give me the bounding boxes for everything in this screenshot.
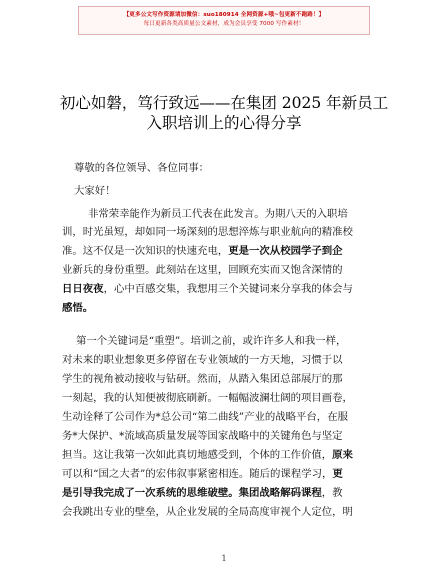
- greeting: 尊敬的各位领导、各位同事：: [74, 162, 210, 174]
- emphasis-text: 感悟。: [62, 302, 94, 314]
- banner-line-1: 【更多公文写作资源请加微信：suo180914 全网资源+哦~包更新不跑路！】: [123, 12, 325, 18]
- paragraph-line: 会我跳出专业的壁垒，从企业发展的全局高度审视个人定位，明: [62, 506, 353, 518]
- paragraph-line: 学生的视角被动接收与钻研。然而，从踏入集团总部展厅的那: [62, 373, 343, 385]
- paragraph-line: 是引导我完成了一次系统的思维破壁。集团战略解码课程，教: [62, 487, 343, 499]
- emphasis-text: 集团战略解码课程: [238, 487, 322, 499]
- document-title-line-2: 入职培训上的心得分享: [146, 114, 302, 132]
- emphasis-text: 日日夜夜: [62, 283, 104, 295]
- paragraph-line: 第一个关键词是“重塑”。培训之前，或许许多人和我一样，: [76, 335, 347, 347]
- paragraph-line: 担当。这让我第一次如此真切地感受到，个体的工作价值，原来: [62, 449, 353, 461]
- paragraph-line: 一刻起，我的认知便被彻底刷新。一幅幅波澜壮阔的项目画卷，: [62, 392, 353, 404]
- paragraph-line: 准。这不仅是一次知识的快速充电，更是一次从校园学子到企: [62, 245, 343, 257]
- page-number: 1: [221, 554, 227, 563]
- document-title-line-1: 初心如磐，笃行致远——在集团 2025 年新员工: [59, 94, 389, 112]
- emphasis-text: 更: [332, 468, 343, 480]
- paragraph-line: [62, 300, 407, 316]
- paragraph-line: 业新兵的身份重塑。此刻站在这里，回顾充实而又饱含深情的: [62, 264, 343, 276]
- emphasis-text: 原来: [332, 449, 353, 461]
- promo-banner: [78, 6, 370, 35]
- paragraph-line: 非常荣幸能作为新员工代表在此发言。为期八天的入职培: [88, 208, 348, 220]
- paragraph-line: 可以和“国之大者”的宏伟叙事紧密相连。随后的课程学习，更: [62, 468, 343, 480]
- paragraph-line: 日日夜夜，心中百感交集，我想用三个关键词来分享我的体会与: [62, 283, 353, 295]
- emphasis-text: 是引导我完成了一次系统的思维破壁。: [62, 487, 239, 499]
- paragraph-line: 生动诠释了公司作为*总公司“第二曲线”产业的战略平台，在服: [62, 411, 348, 423]
- paragraph-line: 务*大保护、*流域高质量发展等国家战略中的关键角色与坚定: [62, 430, 343, 442]
- salutation: 大家好！: [74, 185, 116, 197]
- paragraph-line: 对未来的职业想象更多停留在专业领域的一方天地，习惯于以: [62, 354, 343, 366]
- paragraph-line: 训，时光虽短，却如同一场深刻的思想淬炼与职业航向的精准校: [62, 226, 353, 238]
- banner-line-2: 每日更新各类高质量公文素材，成为会员享受 7000 写作素材！: [143, 21, 305, 27]
- emphasis-text: 更是一次从校园学子到企: [228, 245, 343, 257]
